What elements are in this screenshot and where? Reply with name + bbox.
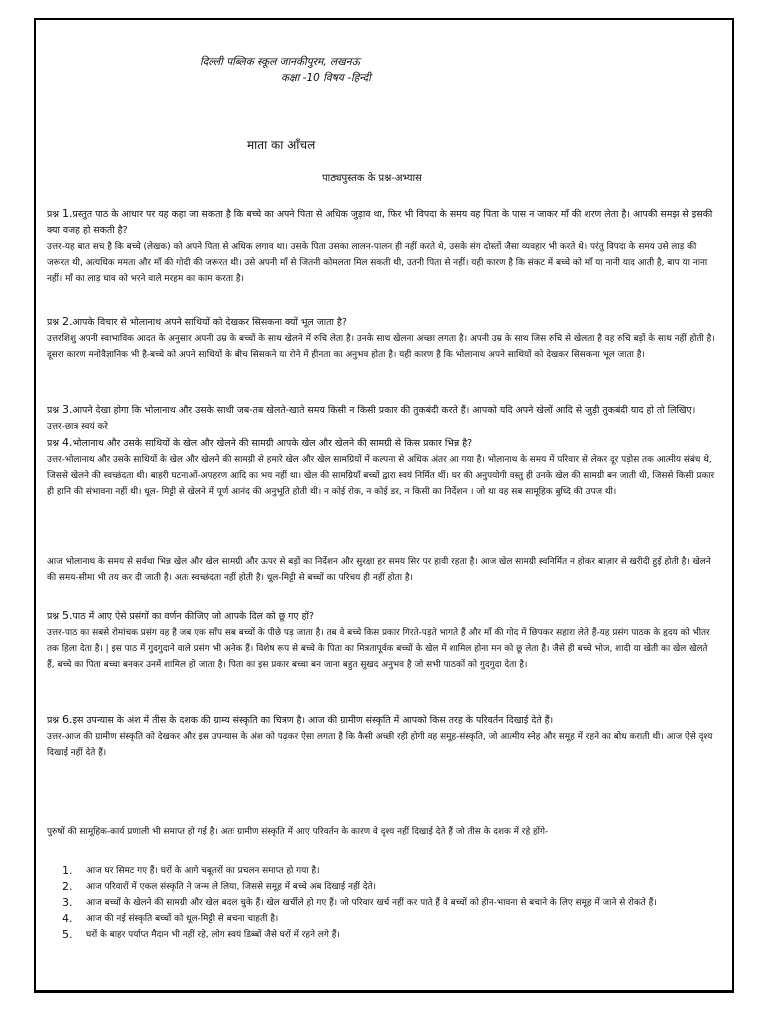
- question-prefix: प्रश्न: [47, 715, 62, 726]
- list-item: [62, 864, 717, 878]
- question-5-block: [47, 608, 717, 673]
- question-number: 3.: [61, 403, 73, 416]
- question-3-block: [47, 402, 717, 500]
- class-subject-line: कक्षा -10 विषय -हिन्दी: [281, 72, 371, 84]
- list-item: [62, 912, 717, 926]
- question-text: आपके विचार से भोलानाथ अपने साथियों को देखकर सिसकना क्यों भूल जाता है?: [72, 317, 347, 328]
- question-number: 6.: [61, 713, 73, 726]
- question-1-block: [47, 206, 717, 287]
- question-prefix: प्रश्न: [47, 438, 62, 449]
- question-prefix: प्रश्न: [47, 405, 62, 416]
- answer-5: उत्तर-पाठ का सबसे रोमांचक प्रसंग वह है जब एक साँप सब बच्चों के पीछे पड़ जाता है। तब वे बच्चे किस प्रकार गिरते-पड़ते भागते हैं और माँ की गोद में छिपकर सहारा लेते हैं-यह प्रसंग पाठक के हृदय को भीतर तक हिला देता है। | इस पाठ में गुदगुदाने वाले प्रसंग भी अनेक हैं। विशेष रूप से बच्चे के पिता का मित्रतापूर्वक बच्चों के खेल में शामिल होना मन को छू लेता है। जैसे ही बच्चे भोज, शादी या खेती का खेल खेलते हैं, बच्चे का पिता बच्चा बनकर उनमें शामिल हो जाता है। पिता का इस प्रकार बच्चा बन जाना बहुत सुखद अनुभव है जो सभी पाठकों को गुदगुदा देता है।: [47, 628, 710, 670]
- answer-4-continued: आज भोलानाथ के समय से सर्वथा भिन्न खेल और खेल सामग्री और ऊपर से बड़ों का निर्देशन और सुरक्षा हर समय सिर पर हावी रहता है। आज खेल सामग्री स्वनिर्मित न होकर बाज़ार से खरीदी हुई होती है। खेलने की समय-सीमा भी तय कर दी जाती है। अतः स्वच्छंदता नहीं होती है। धूल-मिट्टी से बच्चों का परिचय ही नहीं होता है।: [47, 557, 711, 583]
- list-item-number: 4.: [62, 912, 73, 925]
- answer-1: उत्तर-यह बात सच है कि बच्चे (लेखक) को अपने पिता से अधिक लगाव था। उसके पिता उसका लालन-पालन ही नहीं करते थे, उसके संग दोस्तों जैसा व्यवहार भी करते थे। परंतु विपदा के समय उसे लाड़ की जरूरत थी, अत्यधिक ममता और माँ की गोदी की जरूरत थी। उसे अपनी माँ से जितनी कोमलता मिल सकती थी, उतनी पिता से नहीं। यही कारण है कि संकट में बच्चे को माँ या नानी याद आती है, बाप या नाना नहीं। माँ का लाड़ घाव को भरने वाले मरहम का काम करता है।: [47, 242, 708, 284]
- answer-6-continued: पुरुषों की सामूहिक-कार्य प्रणाली भी समाप्त हो गई है। अतः ग्रामीण संस्कृति में आए परिवर्तन के कारण वे दृश्य नहीं दिखाई देते हैं जो तीस के दशक में रहे होंगे-: [47, 827, 549, 837]
- question-text: भोलानाथ और उसके साथियों के खेल और खेलने की सामग्री आपके खेल और खेलने की सामग्री से किस प्रकार भिन्न है?: [72, 438, 473, 449]
- question-5: [47, 608, 717, 625]
- question-number: 5.: [61, 609, 73, 622]
- answer-2: उत्तरशिशु अपनी स्वाभाविक आदत के अनुसार अपनी उम्र के बच्चों के साथ खेलने में रुचि लेता है। उनके साथ खेलना अच्छा लगता है। अपनी उम्र के साथ जिस रुचि से खेलता है वह रुचि बड़ों के साथ नहीं होती है। दूसरा कारण मनोवैज्ञानिक भी है-बच्चे को अपने साथियों के बीच सिसकने या रोने में हीनता का अनुभव होता है। यही कारण है कि भोलानाथ अपने साथियों को देखकर सिसकना भूल जाता है।: [47, 334, 715, 360]
- page-border: [34, 18, 734, 993]
- answer-3: उत्तर-छात्र स्वयं करे: [47, 422, 108, 432]
- question-text: इस उपन्यास के अंश में तीस के दशक की ग्राम्य संस्कृति का चित्रण है। आज की ग्रामीण संस्कृति में आपको किस तरह के परिवर्तन दिखाई देते हैं।: [72, 715, 554, 726]
- list-item-text: आज की नई संस्कृति बच्चों को धूल-मिट्टी से बचना चाहती है।: [86, 914, 279, 924]
- school-name: दिल्ली पब्लिक स्कूल जानकीपुरम, लखनऊ: [200, 56, 360, 68]
- list-item-number: 5.: [62, 928, 73, 941]
- list-item: [62, 880, 717, 894]
- list-item-text: आज घर सिमट गए हैं। घरों के आगे चबूतरों का प्रचलन समाप्त हो गया है।: [86, 866, 320, 876]
- list-item-number: 3.: [62, 896, 73, 909]
- question-number: 4.: [61, 436, 73, 449]
- question-1: [47, 206, 717, 239]
- list-item-text: आज परिवारों में एकल संस्कृति ने जन्म ले लिया, जिससे समूह में बच्चे अब दिखाई नहीं देते।: [86, 882, 376, 892]
- list-item: [62, 896, 717, 910]
- question-number: 2.: [61, 315, 73, 328]
- question-2-block: [47, 314, 717, 363]
- question-6: [47, 712, 717, 729]
- question-6-block: [47, 712, 717, 761]
- answer-6: उत्तर-आज की ग्रामीण संस्कृति को देखकर और इस उपन्यास के अंश को पढ़कर ऐसा लगता है कि कैसी अच्छी रही होगी वह समूह-संस्कृति, जो आत्मीय स्नेह और समूह में रहने का बोध कराती थी। आज ऐसे दृश्य दिखाई नहीं देते हैं।: [47, 732, 713, 758]
- list-item-number: 2.: [62, 880, 73, 893]
- question-prefix: प्रश्न: [47, 317, 62, 328]
- list-item: [62, 928, 717, 942]
- question-text: आपने देखा होगा कि भोलानाथ और उसके साथी जब-तब खेलते-खाते समय किसी न किसी प्रकार की तुकबंदी करते हैं। आपको यदि अपने खेलों आदि से जुड़ी तुकबंदी याद हो तो लिखिए।: [72, 405, 696, 416]
- list-item-text: आज बच्चों के खेलने की सामग्री और खेल बदल चुके हैं। खेल खर्चीले हो गए हैं। जो परिवार खर्च नहीं कर पाते हैं वे बच्चों को हीन-भावना से बचाने के लिए समूह में जाने से रोकते हैं।: [86, 898, 657, 908]
- question-prefix: प्रश्न: [47, 611, 62, 622]
- question-prefix: प्रश्न: [47, 209, 62, 220]
- question-text: प्रस्तुत पाठ के आधार पर यह कहा जा सकता है कि बच्चे का अपने पिता से अधिक जुड़ाव था, फिर भी विपदा के समय वह पिता के पास न जाकर माँ की शरण लेता है। आपकी समझ से इसकी क्या वजह हो सकती है?: [47, 209, 713, 236]
- section-subtitle: पाठ्यपुस्तक के प्रश्न-अभ्यास: [322, 173, 422, 184]
- answer-4: उत्तर-भोलानाथ और उसके साथियों के खेल और खेलने की सामग्री से हमारे खेल और खेल सामग्रियों में कल्पना से अधिक अंतर आ गया है। भोलानाथ के समय में परिवार से लेकर दूर पड़ोस तक आत्मीय संबंध थे, जिससे खेलने की स्वच्छंदता थी। बाहरी घटनाओं-अपहरण आदि का भय नहीं था। खेल की सामग्रियाँ बच्चों द्वारा स्वयं निर्मित थीं। घर की अनुपयोगी वस्तु ही उनके खेल की सामग्री बन जाती थी, जिससे किसी प्रकार ही हानि की संभावना नहीं थी। धूल- मिट्टी से खेलने में पूर्ण आनंद की अनुभूति होती थी। न कोई रोक, न कोई डर, न किसी का निर्देशन । जो था वह सब सामूहिक बुध्दि की उपज थी।: [47, 455, 715, 497]
- question-3: [47, 402, 717, 419]
- question-text: पाठ में आए ऐसे प्रसंगों का वर्णन कीजिए जो आपके दिल को छू गए हों?: [72, 611, 314, 622]
- question-2: [47, 314, 717, 331]
- changes-list: [62, 864, 717, 944]
- question-4: [47, 435, 717, 452]
- list-item-text: घरों के बाहर पर्याप्त मैदान भी नहीं रहे, लोग स्वयं डिब्बों जैसे घरों में रहने लगे हैं।: [86, 930, 340, 940]
- list-item-number: 1.: [62, 864, 73, 877]
- chapter-title: माता का आँचल: [247, 138, 316, 152]
- question-number: 1.: [61, 207, 73, 220]
